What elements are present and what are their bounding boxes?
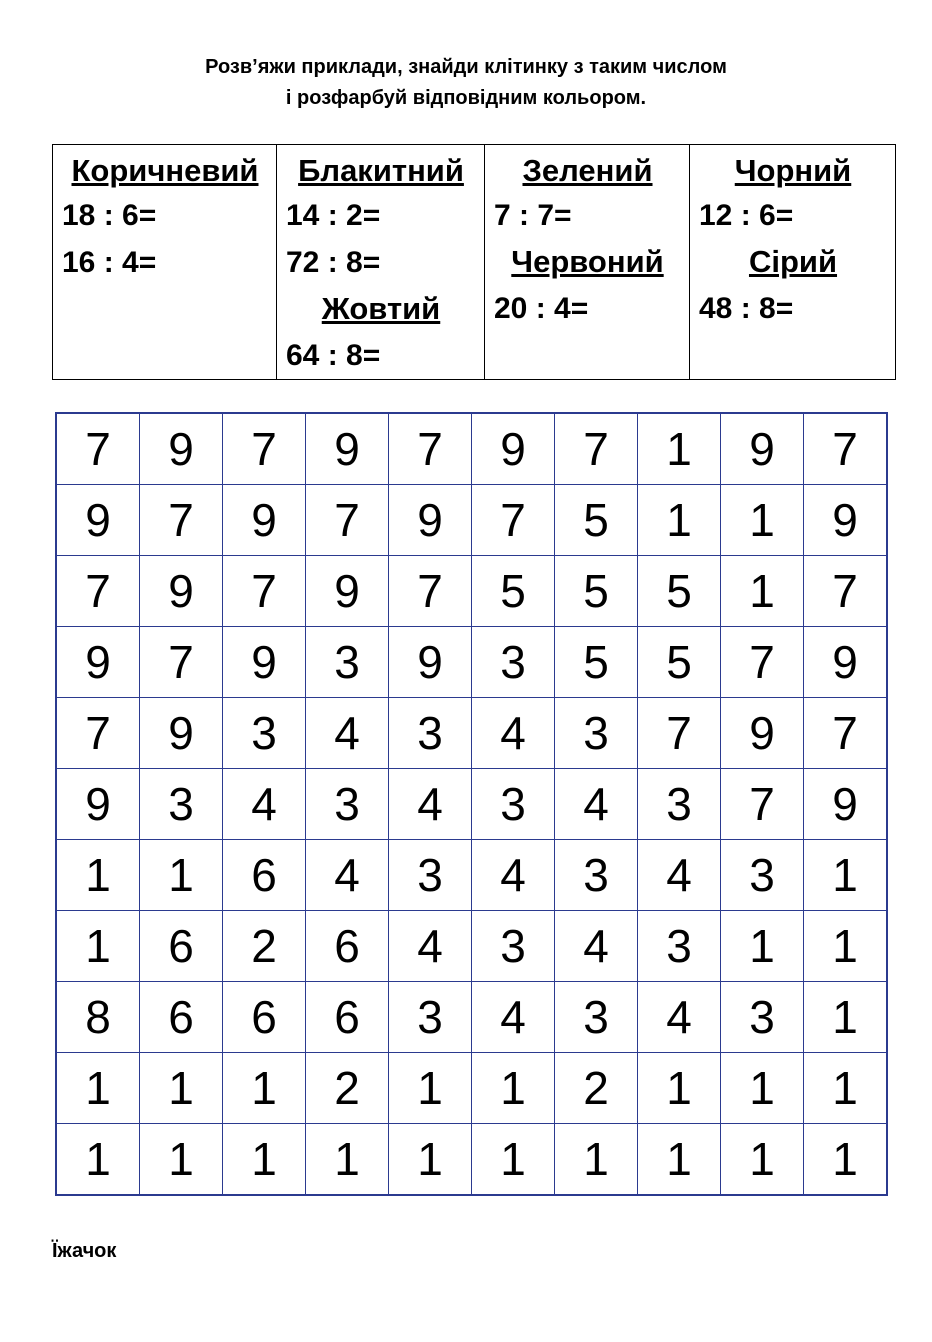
instructions-line-1: Розв’яжи приклади, знайди клітинку з таким числом bbox=[205, 56, 727, 78]
grid-row bbox=[56, 769, 887, 840]
grid-cell[interactable]: 1 bbox=[56, 911, 140, 982]
grid-cell[interactable]: 6 bbox=[223, 840, 306, 911]
grid-cell[interactable]: 7 bbox=[804, 698, 888, 769]
grid-cell[interactable]: 7 bbox=[721, 627, 804, 698]
grid-cell[interactable]: 4 bbox=[306, 698, 389, 769]
grid-cell[interactable]: 1 bbox=[638, 1124, 721, 1196]
grid-cell[interactable]: 3 bbox=[555, 698, 638, 769]
grid-cell[interactable]: 3 bbox=[555, 840, 638, 911]
grid-cell[interactable]: 9 bbox=[472, 413, 555, 485]
grid-cell[interactable]: 1 bbox=[56, 1124, 140, 1196]
grid-cell[interactable]: 1 bbox=[638, 413, 721, 485]
grid-cell[interactable]: 7 bbox=[472, 485, 555, 556]
color-name-light-blue: Блакитний bbox=[298, 153, 464, 188]
grid-cell[interactable]: 1 bbox=[721, 911, 804, 982]
footer-title: Їжачок bbox=[52, 1240, 117, 1262]
grid-row bbox=[56, 1053, 887, 1124]
grid-cell[interactable]: 8 bbox=[56, 982, 140, 1053]
grid-cell[interactable]: 6 bbox=[223, 982, 306, 1053]
grid-cell[interactable]: 7 bbox=[638, 698, 721, 769]
grid-cell[interactable]: 1 bbox=[140, 1124, 223, 1196]
problem: 72 : 8= bbox=[286, 246, 381, 279]
grid-cell[interactable]: 1 bbox=[638, 1053, 721, 1124]
problem: 18 : 6= bbox=[62, 199, 157, 232]
grid-cell[interactable]: 2 bbox=[306, 1053, 389, 1124]
grid-cell[interactable]: 1 bbox=[804, 1124, 888, 1196]
grid-cell[interactable]: 3 bbox=[306, 627, 389, 698]
problem: 64 : 8= bbox=[286, 339, 381, 372]
grid-cell[interactable]: 2 bbox=[223, 911, 306, 982]
grid-cell[interactable]: 7 bbox=[555, 413, 638, 485]
grid-cell[interactable]: 6 bbox=[306, 911, 389, 982]
grid-row bbox=[56, 698, 887, 769]
legend-column-light-blue bbox=[277, 145, 485, 380]
grid-cell[interactable]: 3 bbox=[638, 911, 721, 982]
grid-cell[interactable]: 1 bbox=[804, 840, 888, 911]
color-name-red: Червоний bbox=[511, 244, 664, 279]
grid-row bbox=[56, 556, 887, 627]
grid-cell[interactable]: 4 bbox=[389, 769, 472, 840]
grid-cell[interactable]: 4 bbox=[638, 840, 721, 911]
grid-cell[interactable]: 1 bbox=[721, 1124, 804, 1196]
grid-cell[interactable]: 9 bbox=[804, 769, 888, 840]
grid-cell[interactable]: 9 bbox=[140, 413, 223, 485]
grid-cell[interactable]: 1 bbox=[721, 1053, 804, 1124]
grid-row bbox=[56, 982, 887, 1053]
grid-cell[interactable]: 3 bbox=[472, 911, 555, 982]
grid-cell[interactable]: 9 bbox=[721, 698, 804, 769]
grid-cell[interactable]: 4 bbox=[389, 911, 472, 982]
grid-cell[interactable]: 5 bbox=[555, 556, 638, 627]
grid-cell[interactable]: 9 bbox=[56, 485, 140, 556]
problem: 14 : 2= bbox=[286, 199, 381, 232]
grid-cell[interactable]: 4 bbox=[638, 982, 721, 1053]
grid-cell[interactable]: 7 bbox=[389, 413, 472, 485]
grid-cell[interactable]: 3 bbox=[721, 982, 804, 1053]
grid-row bbox=[56, 911, 887, 982]
grid-cell[interactable]: 1 bbox=[472, 1124, 555, 1196]
grid-cell[interactable]: 2 bbox=[555, 1053, 638, 1124]
grid-cell[interactable]: 1 bbox=[555, 1124, 638, 1196]
grid-cell[interactable]: 5 bbox=[638, 556, 721, 627]
grid-cell[interactable]: 4 bbox=[472, 840, 555, 911]
problem: 12 : 6= bbox=[699, 199, 794, 232]
problem: 20 : 4= bbox=[494, 292, 589, 325]
grid-cell[interactable]: 9 bbox=[804, 627, 888, 698]
legend-column-black bbox=[690, 145, 896, 380]
color-name-brown: Коричневий bbox=[71, 153, 259, 188]
grid-cell[interactable]: 9 bbox=[306, 413, 389, 485]
grid-cell[interactable]: 7 bbox=[804, 413, 888, 485]
grid-cell[interactable]: 1 bbox=[804, 1053, 888, 1124]
grid-cell[interactable]: 9 bbox=[140, 698, 223, 769]
grid-cell[interactable]: 7 bbox=[56, 556, 140, 627]
grid-cell[interactable]: 1 bbox=[472, 1053, 555, 1124]
grid-cell[interactable]: 4 bbox=[555, 911, 638, 982]
grid-cell[interactable]: 6 bbox=[306, 982, 389, 1053]
color-name-grey: Сірий bbox=[748, 244, 838, 279]
grid-row bbox=[56, 413, 887, 485]
grid-cell[interactable]: 1 bbox=[804, 911, 888, 982]
grid-cell[interactable]: 5 bbox=[638, 627, 721, 698]
grid-row bbox=[56, 627, 887, 698]
grid-cell[interactable]: 4 bbox=[472, 982, 555, 1053]
grid-cell[interactable]: 4 bbox=[223, 769, 306, 840]
grid-cell[interactable]: 1 bbox=[56, 1053, 140, 1124]
grid-cell[interactable]: 1 bbox=[721, 556, 804, 627]
grid-cell[interactable]: 6 bbox=[140, 911, 223, 982]
instructions-line-2: і розфарбуй відповідним кольором. bbox=[285, 87, 647, 109]
grid-cell[interactable]: 9 bbox=[389, 627, 472, 698]
grid-cell[interactable]: 7 bbox=[223, 413, 306, 485]
grid-cell[interactable]: 1 bbox=[638, 485, 721, 556]
grid-cell[interactable]: 1 bbox=[223, 1124, 306, 1196]
grid-cell[interactable]: 7 bbox=[56, 413, 140, 485]
grid-cell[interactable]: 4 bbox=[306, 840, 389, 911]
problem: 48 : 8= bbox=[699, 292, 794, 325]
grid-cell[interactable]: 1 bbox=[140, 840, 223, 911]
grid-row bbox=[56, 1124, 887, 1196]
grid-cell[interactable]: 3 bbox=[389, 840, 472, 911]
grid-cell[interactable]: 7 bbox=[306, 485, 389, 556]
grid-cell[interactable]: 7 bbox=[140, 627, 223, 698]
grid-cell[interactable]: 1 bbox=[389, 1053, 472, 1124]
grid-cell[interactable]: 4 bbox=[555, 769, 638, 840]
color-name-yellow: Жовтий bbox=[321, 291, 441, 326]
grid-cell[interactable]: 3 bbox=[472, 769, 555, 840]
color-legend-table bbox=[52, 144, 896, 380]
grid-cell[interactable]: 9 bbox=[56, 627, 140, 698]
grid-cell[interactable]: 4 bbox=[472, 698, 555, 769]
grid-cell[interactable]: 3 bbox=[472, 627, 555, 698]
grid-cell[interactable]: 3 bbox=[638, 769, 721, 840]
grid-cell[interactable]: 1 bbox=[804, 982, 888, 1053]
grid-cell[interactable]: 7 bbox=[140, 485, 223, 556]
grid-cell[interactable]: 9 bbox=[223, 627, 306, 698]
grid-cell[interactable]: 3 bbox=[389, 698, 472, 769]
grid-cell[interactable]: 1 bbox=[223, 1053, 306, 1124]
grid-cell[interactable]: 5 bbox=[555, 485, 638, 556]
grid-cell[interactable]: 7 bbox=[721, 769, 804, 840]
problem: 7 : 7= bbox=[494, 199, 572, 232]
grid-cell[interactable]: 6 bbox=[140, 982, 223, 1053]
grid-cell[interactable]: 3 bbox=[306, 769, 389, 840]
legend-column-green bbox=[485, 145, 690, 380]
grid-cell[interactable]: 1 bbox=[56, 840, 140, 911]
grid-cell[interactable]: 9 bbox=[721, 413, 804, 485]
grid-cell[interactable]: 9 bbox=[306, 556, 389, 627]
grid-cell[interactable]: 7 bbox=[389, 556, 472, 627]
grid-cell[interactable]: 9 bbox=[804, 485, 888, 556]
grid-cell[interactable]: 5 bbox=[555, 627, 638, 698]
legend-column-brown bbox=[53, 145, 277, 380]
grid-cell[interactable]: 5 bbox=[472, 556, 555, 627]
grid-cell[interactable]: 3 bbox=[721, 840, 804, 911]
problem: 16 : 4= bbox=[62, 246, 157, 279]
grid-cell[interactable]: 9 bbox=[389, 485, 472, 556]
grid-cell[interactable]: 7 bbox=[56, 698, 140, 769]
grid-row bbox=[56, 840, 887, 911]
instructions bbox=[0, 52, 932, 114]
grid-cell[interactable]: 7 bbox=[804, 556, 888, 627]
grid-cell[interactable]: 3 bbox=[555, 982, 638, 1053]
grid-row bbox=[56, 485, 887, 556]
grid-cell[interactable]: 3 bbox=[389, 982, 472, 1053]
color-name-black: Чорний bbox=[734, 153, 852, 188]
grid-cell[interactable]: 3 bbox=[223, 698, 306, 769]
number-grid bbox=[55, 412, 888, 1196]
grid-cell[interactable]: 1 bbox=[140, 1053, 223, 1124]
color-name-green: Зелений bbox=[522, 153, 653, 188]
grid-cell[interactable]: 3 bbox=[140, 769, 223, 840]
grid-cell[interactable]: 7 bbox=[223, 556, 306, 627]
grid-cell[interactable]: 1 bbox=[721, 485, 804, 556]
grid-cell[interactable]: 9 bbox=[223, 485, 306, 556]
grid-cell[interactable]: 9 bbox=[56, 769, 140, 840]
grid-cell[interactable]: 9 bbox=[140, 556, 223, 627]
grid-cell[interactable]: 1 bbox=[389, 1124, 472, 1196]
grid-cell[interactable]: 1 bbox=[306, 1124, 389, 1196]
